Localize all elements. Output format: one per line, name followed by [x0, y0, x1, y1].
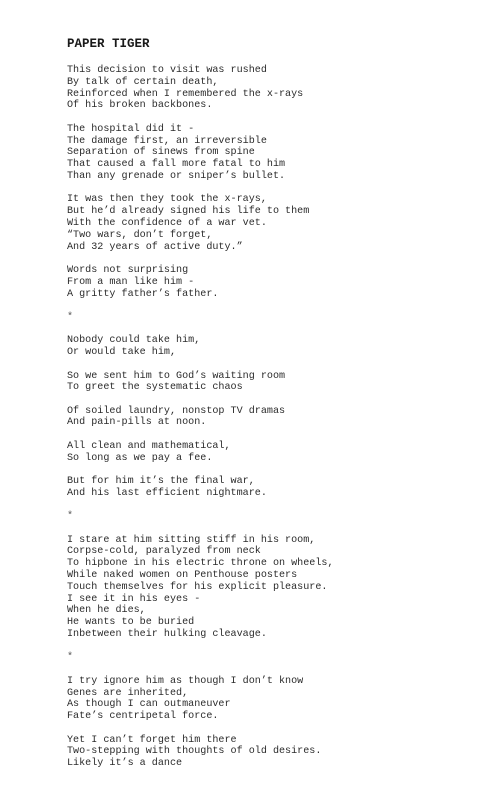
poem-line: And his last efficient nightmare.: [67, 487, 267, 499]
poem-line: Than any grenade or sniper’s bullet.: [67, 170, 286, 182]
poem-line: As though I can outmaneuver: [67, 699, 231, 711]
poem-line: From a man like him -: [67, 276, 195, 288]
poem-line: Inbetween their hulking cleavage.: [67, 629, 267, 641]
poem-line: “Two wars, don’t forget,: [67, 229, 213, 241]
poem-line: Two-stepping with thoughts of old desires.: [67, 746, 322, 758]
poem-line: And pain-pills at noon.: [67, 417, 207, 429]
poem-line: To hipbone in his electric throne on wheels,: [67, 558, 334, 570]
poem-line: Yet I can’t forget him there: [67, 734, 237, 746]
poem-line: But for him it’s the final war,: [67, 476, 255, 488]
poem-line: I see it in his eyes -: [67, 593, 201, 605]
section-divider: *: [67, 511, 74, 523]
poem-line: Likely it’s a dance: [67, 758, 183, 770]
poem-line: I try ignore him as though I don’t know: [67, 675, 304, 687]
poem-line: So long as we pay a fee.: [67, 452, 213, 464]
poem-line: A gritty father’s father.: [67, 288, 219, 300]
section-divider: *: [67, 652, 74, 664]
poem-line: By talk of certain death,: [67, 76, 219, 88]
poem-line: Nobody could take him,: [67, 335, 201, 347]
poem-line: The hospital did it -: [67, 123, 195, 135]
poem-line: All clean and mathematical,: [67, 440, 231, 452]
stanza: [67, 65, 487, 112]
poem-line: To greet the systematic chaos: [67, 382, 243, 394]
poem-title: PAPER TIGER: [67, 37, 150, 51]
poem-line: Genes are inherited,: [67, 687, 189, 699]
poem-line: Corpse-cold, paralyzed from neck: [67, 546, 261, 558]
poem-line: Or would take him,: [67, 347, 177, 359]
poem-line: Fate’s centripetal force.: [67, 711, 219, 723]
poem-line: Reinforced when I remembered the x-rays: [67, 88, 304, 100]
poem-body: [67, 65, 487, 782]
poem-line: It was then they took the x-rays,: [67, 194, 267, 206]
poem-line: I stare at him sitting stiff in his room,: [67, 534, 316, 546]
poem-line: But he’d already signed his life to them: [67, 206, 310, 218]
poem-line: So we sent him to God’s waiting room: [67, 370, 286, 382]
poem-line: He wants to be buried: [67, 617, 195, 629]
stanza: [67, 371, 487, 395]
stanza: [67, 476, 487, 500]
poem-line: This decision to visit was rushed: [67, 65, 267, 76]
poem-line: While naked women on Penthouse posters: [67, 570, 298, 582]
poem-line: That caused a fall more fatal to him: [67, 159, 286, 171]
stanza: [67, 735, 487, 770]
stanza: [67, 441, 487, 465]
poem-line: Of his broken backbones.: [67, 100, 213, 112]
stanza: [67, 535, 487, 641]
poem-line: With the confidence of a war vet.: [67, 217, 267, 229]
stanza: [67, 194, 487, 253]
poem-line: And 32 years of active duty.”: [67, 241, 243, 253]
poem-line: Separation of sinews from spine: [67, 147, 255, 159]
section-divider: *: [67, 311, 74, 323]
poem-line: Touch themselves for his explicit pleasure.: [67, 581, 328, 593]
poem-line: Of soiled laundry, nonstop TV dramas: [67, 405, 286, 417]
stanza: [67, 335, 487, 359]
stanza: [67, 676, 487, 723]
stanza: [67, 406, 487, 430]
stanza: [67, 124, 487, 183]
poem-line: Words not surprising: [67, 264, 189, 276]
poem-line: When he dies,: [67, 605, 146, 617]
poem-line: The damage first, an irreversible: [67, 135, 267, 147]
stanza: [67, 265, 487, 300]
